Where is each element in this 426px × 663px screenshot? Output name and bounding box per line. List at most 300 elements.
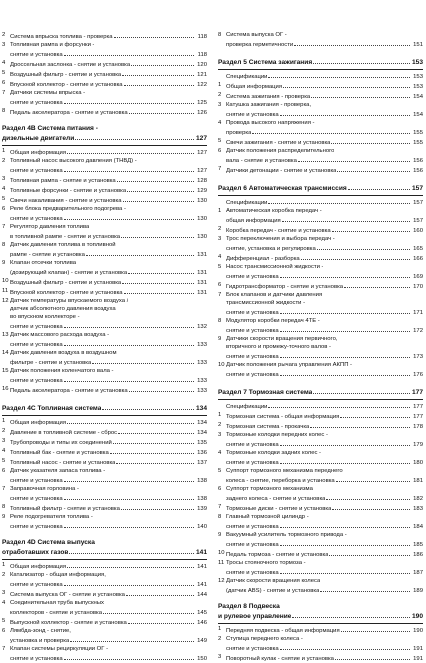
page-number[interactable]: 131 — [197, 270, 207, 276]
entry-title: Педаль акселератора - снятие и установка — [10, 110, 128, 116]
toc-entry[interactable] — [2, 617, 207, 627]
dot-leader — [311, 91, 410, 98]
entry-number: 4 — [218, 254, 222, 260]
entry-number: 5 — [218, 264, 222, 270]
entry-title: установка и проверка — [10, 638, 70, 644]
entry-title: Суппорт тормозного механизма — [226, 486, 313, 492]
entry-title: Датчики скорости вращения первичного, — [226, 336, 338, 342]
entry-title: Топливный насос высокого давления (ТНВД) - — [10, 158, 137, 164]
toc-entry[interactable] — [2, 157, 207, 175]
toc-entry[interactable] — [2, 503, 207, 513]
page-number[interactable]: 135 — [197, 440, 207, 446]
dot-leader — [298, 155, 410, 162]
page-number[interactable]: 182 — [413, 496, 423, 502]
toc-entry[interactable] — [2, 437, 207, 447]
toc-entry[interactable] — [2, 59, 207, 69]
page-number[interactable]: 145 — [197, 610, 207, 616]
entry-title: в топливной рампе - снятие и установка — [10, 234, 121, 240]
page-number[interactable]: 171 — [413, 310, 423, 316]
page-number[interactable]: 141 — [197, 582, 207, 588]
dot-leader — [124, 79, 194, 86]
entry-title: снятие и установка — [10, 478, 63, 484]
dot-leader — [129, 385, 194, 392]
section-divider — [2, 145, 207, 146]
page-number[interactable]: 138 — [197, 496, 207, 502]
page-number[interactable]: 133 — [197, 388, 207, 394]
page-number[interactable]: 122 — [197, 82, 207, 88]
toc-entry[interactable] — [218, 361, 423, 379]
entry-title: Реле блока предварительного подогрева - — [10, 206, 126, 212]
page-number[interactable]: 181 — [413, 478, 423, 484]
page-number[interactable]: 177 — [413, 404, 423, 410]
section-title: Раздел 4D Система выпуска — [2, 539, 95, 546]
entry-number: 4 — [218, 450, 222, 456]
entry-number: 3 — [218, 654, 222, 660]
page-number[interactable]: 131 — [197, 252, 207, 258]
page-number[interactable]: 187 — [413, 570, 423, 576]
page-number[interactable]: 129 — [197, 188, 207, 194]
entry-title: Трубопроводы и типы их соединений — [10, 440, 112, 446]
page-number[interactable]: 133 — [197, 378, 207, 384]
toc-entry[interactable] — [2, 589, 207, 599]
page-number[interactable]: 172 — [413, 328, 423, 334]
toc-entry[interactable] — [218, 71, 423, 81]
entry-title: Датчик массового расхода воздуха - — [10, 332, 110, 338]
toc-entry[interactable] — [2, 277, 207, 287]
spacer — [218, 175, 423, 179]
entry-number: 2 — [218, 636, 222, 642]
entry-title: Выпускной коллектор - снятие и установка — [10, 620, 127, 626]
page-number[interactable]: 183 — [413, 506, 423, 512]
toc-entry[interactable] — [2, 447, 207, 457]
entry-number: 5 — [2, 196, 6, 202]
entry-number: 1 — [218, 626, 222, 632]
toc-entry[interactable] — [218, 625, 423, 635]
entry-title: Дифференциал - разборка — [226, 256, 300, 262]
entry-number: 8 — [2, 504, 6, 510]
toc-entry[interactable] — [218, 449, 423, 467]
page-number[interactable]: 154 — [413, 94, 423, 100]
section-divider — [218, 69, 423, 70]
toc-entry[interactable] — [218, 225, 423, 235]
page-number[interactable]: 179 — [413, 442, 423, 448]
entry-title: Общая информация — [10, 420, 67, 426]
entry-title: снятие и установка — [226, 310, 279, 316]
entry-title: Соединительная труба выпускных — [10, 600, 104, 606]
toc-entry[interactable] — [2, 385, 207, 395]
entry-number: 6 — [218, 486, 222, 492]
toc-entry[interactable] — [218, 119, 423, 137]
page-number[interactable]: 176 — [413, 372, 423, 378]
entry-title: снятие и установка — [10, 100, 63, 106]
page-number[interactable]: 157 — [413, 218, 423, 224]
entry-title: Лямбда-зонд - снятие, — [10, 628, 71, 634]
toc-entry[interactable] — [218, 81, 423, 91]
toc-entry[interactable] — [218, 503, 423, 513]
section-title: дизельные двигатели — [2, 135, 75, 142]
page-number[interactable]: 173 — [413, 354, 423, 360]
entry-title: Тормозные колодки задних колес - — [226, 450, 322, 456]
entry-title: Датчик положения коленчатого вала - — [10, 368, 114, 374]
entry-title: Педаль акселератора - снятие и установка — [10, 388, 128, 394]
page-number[interactable]: 153 — [413, 84, 423, 90]
toc-entry[interactable] — [2, 349, 207, 367]
entry-title: датчик абсолютного давления воздуха — [10, 306, 116, 312]
entry-title: Общая информация — [226, 84, 283, 90]
toc-entry[interactable] — [2, 185, 207, 195]
entry-number: 7 — [218, 292, 222, 298]
entry-number: 4 — [2, 600, 6, 606]
page-number[interactable]: 154 — [413, 112, 423, 118]
page-number[interactable]: 189 — [413, 588, 423, 594]
entry-title: снятие и установка — [226, 460, 279, 466]
entry-number: 4 — [2, 60, 6, 66]
toc-entry[interactable] — [218, 253, 423, 263]
toc-entry[interactable] — [218, 421, 423, 431]
page-number[interactable]: 127 — [195, 135, 207, 142]
page-number[interactable]: 134 — [195, 405, 207, 412]
entry-title: проверка — [226, 130, 252, 136]
entry-title: рампе - снятие и установка — [10, 252, 85, 258]
toc-entry[interactable] — [2, 79, 207, 89]
toc-entry[interactable] — [218, 653, 423, 663]
entry-number: 2 — [2, 572, 6, 578]
section-heading[interactable] — [218, 603, 423, 621]
entry-title: снятие и установка — [226, 442, 279, 448]
page-number[interactable]: 133 — [197, 360, 207, 366]
toc-entry[interactable] — [218, 207, 423, 225]
toc-entry[interactable] — [218, 559, 423, 577]
entry-title: (дозирующий клапан) - снятие и установка — [10, 270, 128, 276]
dot-leader — [114, 31, 195, 38]
entry-title: Датчик температуры впускаемого воздуха / — [10, 298, 129, 304]
toc-entry[interactable] — [2, 417, 207, 427]
entry-number: 7 — [218, 504, 222, 510]
dot-leader — [64, 475, 194, 482]
toc-entry[interactable] — [2, 41, 207, 59]
toc-entry[interactable] — [2, 457, 207, 467]
toc-entry[interactable] — [218, 401, 423, 411]
toc-entry[interactable] — [218, 101, 423, 119]
dot-leader — [64, 165, 194, 172]
toc-entry[interactable] — [2, 107, 207, 117]
dot-leader — [86, 249, 194, 256]
entry-title: Катализатор - общая информация, — [10, 572, 106, 578]
spacer — [2, 117, 207, 121]
page-number[interactable]: 166 — [413, 256, 423, 262]
page-number[interactable]: 153 — [411, 59, 423, 66]
toc-entry[interactable] — [2, 645, 207, 663]
entry-title: Топливная рампа - снятие и установка — [10, 178, 116, 184]
page-number[interactable]: 153 — [413, 74, 423, 80]
toc-entry[interactable] — [2, 175, 207, 185]
dot-leader — [122, 277, 194, 284]
dot-leader — [126, 589, 194, 596]
entry-number: 2 — [2, 158, 6, 164]
dot-leader — [337, 165, 410, 172]
entry-number: 6 — [2, 206, 6, 212]
page-number[interactable]: 169 — [413, 274, 423, 280]
page-number[interactable]: 144 — [197, 592, 207, 598]
entry-title: снятие и установка — [10, 378, 63, 384]
entry-number: 8 — [218, 514, 222, 520]
entry-number: 11 — [218, 560, 225, 566]
page-number[interactable]: 138 — [197, 478, 207, 484]
page-number[interactable]: 155 — [413, 130, 423, 136]
dot-leader — [64, 213, 194, 220]
entry-title: снятие и установка — [10, 582, 63, 588]
page-number[interactable]: 131 — [197, 280, 207, 286]
toc-entry[interactable] — [2, 467, 207, 485]
section-heading[interactable] — [2, 125, 207, 143]
page-number[interactable]: 118 — [197, 34, 207, 40]
toc-entry[interactable] — [218, 91, 423, 101]
dot-leader — [131, 59, 194, 66]
toc-right-column — [218, 31, 423, 663]
entry-title: снятие и установка — [10, 52, 63, 58]
page-number[interactable]: 156 — [413, 158, 423, 164]
dot-leader — [280, 439, 410, 446]
entry-title: Система выпуска ОГ - снятие и установка — [10, 592, 125, 598]
page-number[interactable]: 118 — [197, 52, 207, 58]
entry-number: 10 — [218, 362, 225, 368]
toc-entry[interactable] — [2, 69, 207, 79]
toc-entry[interactable] — [2, 223, 207, 241]
page-number[interactable]: 150 — [197, 656, 207, 662]
toc-entry[interactable] — [218, 549, 423, 559]
entry-title: Клапан отсечки топлива — [10, 260, 77, 266]
dot-leader — [301, 253, 410, 260]
page-number[interactable]: 136 — [197, 450, 207, 456]
entry-number: 9 — [218, 336, 222, 342]
section-title: Раздел 6 Автоматическая трансмиссия — [218, 185, 347, 192]
page-number[interactable]: 131 — [197, 290, 207, 296]
section-heading[interactable] — [218, 183, 423, 193]
page-number[interactable]: 190 — [411, 613, 423, 620]
section-heading[interactable] — [218, 387, 423, 397]
toc-entry[interactable] — [2, 599, 207, 617]
toc-entry[interactable] — [218, 137, 423, 147]
toc-entry[interactable] — [2, 241, 207, 259]
toc-entry[interactable] — [218, 263, 423, 281]
page-number[interactable]: 186 — [413, 552, 423, 558]
toc-entry[interactable] — [218, 165, 423, 175]
page-number[interactable]: 177 — [411, 389, 423, 396]
page-number[interactable]: 127 — [197, 150, 207, 156]
toc-entry[interactable] — [2, 89, 207, 107]
entry-title: заднего колеса - снятие и установка — [226, 496, 326, 502]
page-number[interactable]: 184 — [413, 524, 423, 530]
entry-number: 2 — [2, 428, 6, 434]
entry-number: 8 — [218, 318, 222, 324]
entry-title: снятие и установка — [226, 646, 279, 652]
page-number[interactable]: 180 — [413, 460, 423, 466]
toc-entry[interactable] — [218, 411, 423, 421]
toc-entry[interactable] — [218, 635, 423, 653]
dot-leader — [121, 503, 194, 510]
toc-entry[interactable] — [2, 485, 207, 503]
page-number[interactable]: 165 — [413, 246, 423, 252]
toc-entry[interactable] — [2, 205, 207, 223]
toc-entry[interactable] — [218, 531, 423, 549]
section-divider — [218, 399, 423, 400]
toc-entry[interactable] — [2, 427, 207, 437]
page-number[interactable]: 155 — [413, 140, 423, 146]
entry-number: 7 — [2, 224, 6, 230]
entry-title: Суппорт тормозного механизма переднего — [226, 468, 343, 474]
page-number[interactable]: 139 — [197, 506, 207, 512]
toc-entry[interactable] — [218, 335, 423, 361]
entry-title: колеса - снятие, переборка и установка — [226, 478, 335, 484]
entry-number: 2 — [2, 32, 6, 38]
page-number[interactable]: 134 — [197, 420, 207, 426]
page-number[interactable]: 141 — [197, 564, 207, 570]
entry-title: Педаль тормоза - снятие и установка — [226, 552, 329, 558]
dot-leader — [340, 411, 410, 418]
page-number[interactable]: 134 — [197, 430, 207, 436]
toc-entry[interactable] — [2, 195, 207, 205]
dot-leader — [348, 183, 410, 190]
dot-leader — [329, 549, 410, 556]
page-number[interactable]: 191 — [413, 646, 423, 652]
entry-title: Трос переключения и выбора передач - — [226, 236, 335, 242]
page-number[interactable]: 157 — [411, 185, 423, 192]
toc-entry[interactable] — [218, 281, 423, 291]
page-number[interactable]: 127 — [197, 168, 207, 174]
entry-title: Датчик указателя запаса топлива - — [10, 468, 106, 474]
page-number[interactable]: 125 — [197, 100, 207, 106]
dot-leader — [64, 49, 194, 56]
dot-leader — [280, 325, 410, 332]
dot-leader — [280, 521, 410, 528]
page-number[interactable]: 130 — [197, 216, 207, 222]
page-number[interactable]: 185 — [413, 542, 423, 548]
entry-number: 8 — [218, 32, 222, 38]
entry-title: Общая информация — [10, 150, 67, 156]
dot-leader — [280, 457, 410, 464]
toc-entry[interactable] — [218, 513, 423, 531]
dot-leader — [280, 539, 410, 546]
entry-title: Датчики системы впрыска - — [10, 90, 86, 96]
entry-title: Реле подогревателя топлива - — [10, 514, 93, 520]
dot-leader — [118, 427, 194, 434]
page-number[interactable]: 141 — [195, 549, 207, 556]
dot-leader — [336, 475, 410, 482]
page-number[interactable]: 130 — [197, 234, 207, 240]
page-number[interactable]: 120 — [197, 62, 207, 68]
entry-number: 3 — [218, 432, 222, 438]
entry-title: снятие и установка — [10, 496, 63, 502]
toc-entry[interactable] — [2, 147, 207, 157]
entry-number: 7 — [218, 166, 222, 172]
page-number[interactable]: 133 — [197, 342, 207, 348]
entry-title: вторичного и промежу-точного валов - — [226, 344, 332, 350]
page-number[interactable]: 160 — [413, 228, 423, 234]
page-number[interactable]: 170 — [413, 284, 423, 290]
toc-entry[interactable] — [2, 627, 207, 645]
toc-entry[interactable] — [218, 31, 423, 49]
section-divider — [218, 623, 423, 624]
toc-entry[interactable] — [218, 467, 423, 485]
page-number[interactable]: 191 — [413, 656, 423, 662]
entry-number: 9 — [2, 514, 6, 520]
page-number[interactable]: 177 — [413, 414, 423, 420]
toc-entry[interactable] — [2, 367, 207, 385]
entry-title: снятие и установка — [10, 216, 63, 222]
entry-title: Датчик скорости вращения колеса — [226, 578, 321, 584]
toc-entry[interactable] — [2, 571, 207, 589]
section-title: Раздел 8 Подвеска — [218, 603, 280, 610]
toc-entry[interactable] — [218, 235, 423, 253]
toc-entry[interactable] — [218, 147, 423, 165]
toc-entry[interactable] — [218, 291, 423, 317]
section-divider — [2, 415, 207, 416]
page-number[interactable]: 156 — [413, 168, 423, 174]
entry-number: 1 — [2, 148, 6, 154]
entry-title: Топливный фильтр - снятие и установка — [10, 506, 120, 512]
toc-entry[interactable] — [2, 331, 207, 349]
entry-title: снятие, установка и регулировка — [226, 246, 316, 252]
entry-number: 2 — [218, 226, 222, 232]
entry-title: Модулятор коробки передач 4ТЕ - — [226, 318, 320, 324]
entry-number: 3 — [218, 102, 222, 108]
entry-title: Поворотный кулак - снятие и установка — [226, 656, 334, 662]
dot-leader — [92, 357, 194, 364]
page-number[interactable]: 151 — [413, 42, 423, 48]
entry-title: Система впрыска топлива - проверка — [10, 34, 113, 40]
entry-title: Ступица переднего колеса - — [226, 636, 303, 642]
page-number[interactable]: 157 — [413, 200, 423, 206]
toc-entry[interactable] — [2, 297, 207, 331]
toc-entry[interactable] — [218, 485, 423, 503]
entry-number: 1 — [218, 412, 222, 418]
entry-title: Топливные форсунки - снятие и установка — [10, 188, 127, 194]
page-number[interactable]: 146 — [197, 620, 207, 626]
page-number[interactable]: 149 — [197, 638, 207, 644]
entry-title: снятие и установка — [226, 570, 279, 576]
toc-entry[interactable] — [218, 577, 423, 595]
section-title: Раздел 5 Система зажигания — [218, 59, 313, 66]
page-number[interactable]: 137 — [197, 460, 207, 466]
toc-entry[interactable] — [218, 317, 423, 335]
section-heading[interactable] — [2, 403, 207, 413]
page-number[interactable]: 178 — [413, 424, 423, 430]
entry-number: 3 — [2, 590, 6, 596]
dot-leader — [129, 107, 194, 114]
toc-entry[interactable] — [2, 513, 207, 531]
page-number[interactable]: 190 — [413, 628, 423, 634]
entry-title: снятие и установка — [226, 112, 279, 118]
section-heading[interactable] — [2, 539, 207, 557]
page-number[interactable]: 126 — [197, 110, 207, 116]
toc-entry[interactable] — [2, 287, 207, 297]
page-number[interactable]: 130 — [197, 198, 207, 204]
page-number[interactable]: 128 — [197, 178, 207, 184]
page-number[interactable]: 140 — [197, 524, 207, 530]
page-number[interactable]: 132 — [197, 324, 207, 330]
entry-title: Заправочная горловина - — [10, 486, 79, 492]
toc-entry[interactable] — [218, 431, 423, 449]
entry-number: 8 — [2, 242, 6, 248]
entry-number: 6 — [218, 282, 222, 288]
dot-leader — [268, 197, 410, 204]
page-number[interactable]: 121 — [197, 72, 207, 78]
toc-entry[interactable] — [2, 259, 207, 277]
toc-entry[interactable] — [2, 31, 207, 41]
section-heading[interactable] — [218, 57, 423, 67]
entry-title: Впускной коллектор - снятие и установка — [10, 290, 123, 296]
toc-entry[interactable] — [218, 197, 423, 207]
